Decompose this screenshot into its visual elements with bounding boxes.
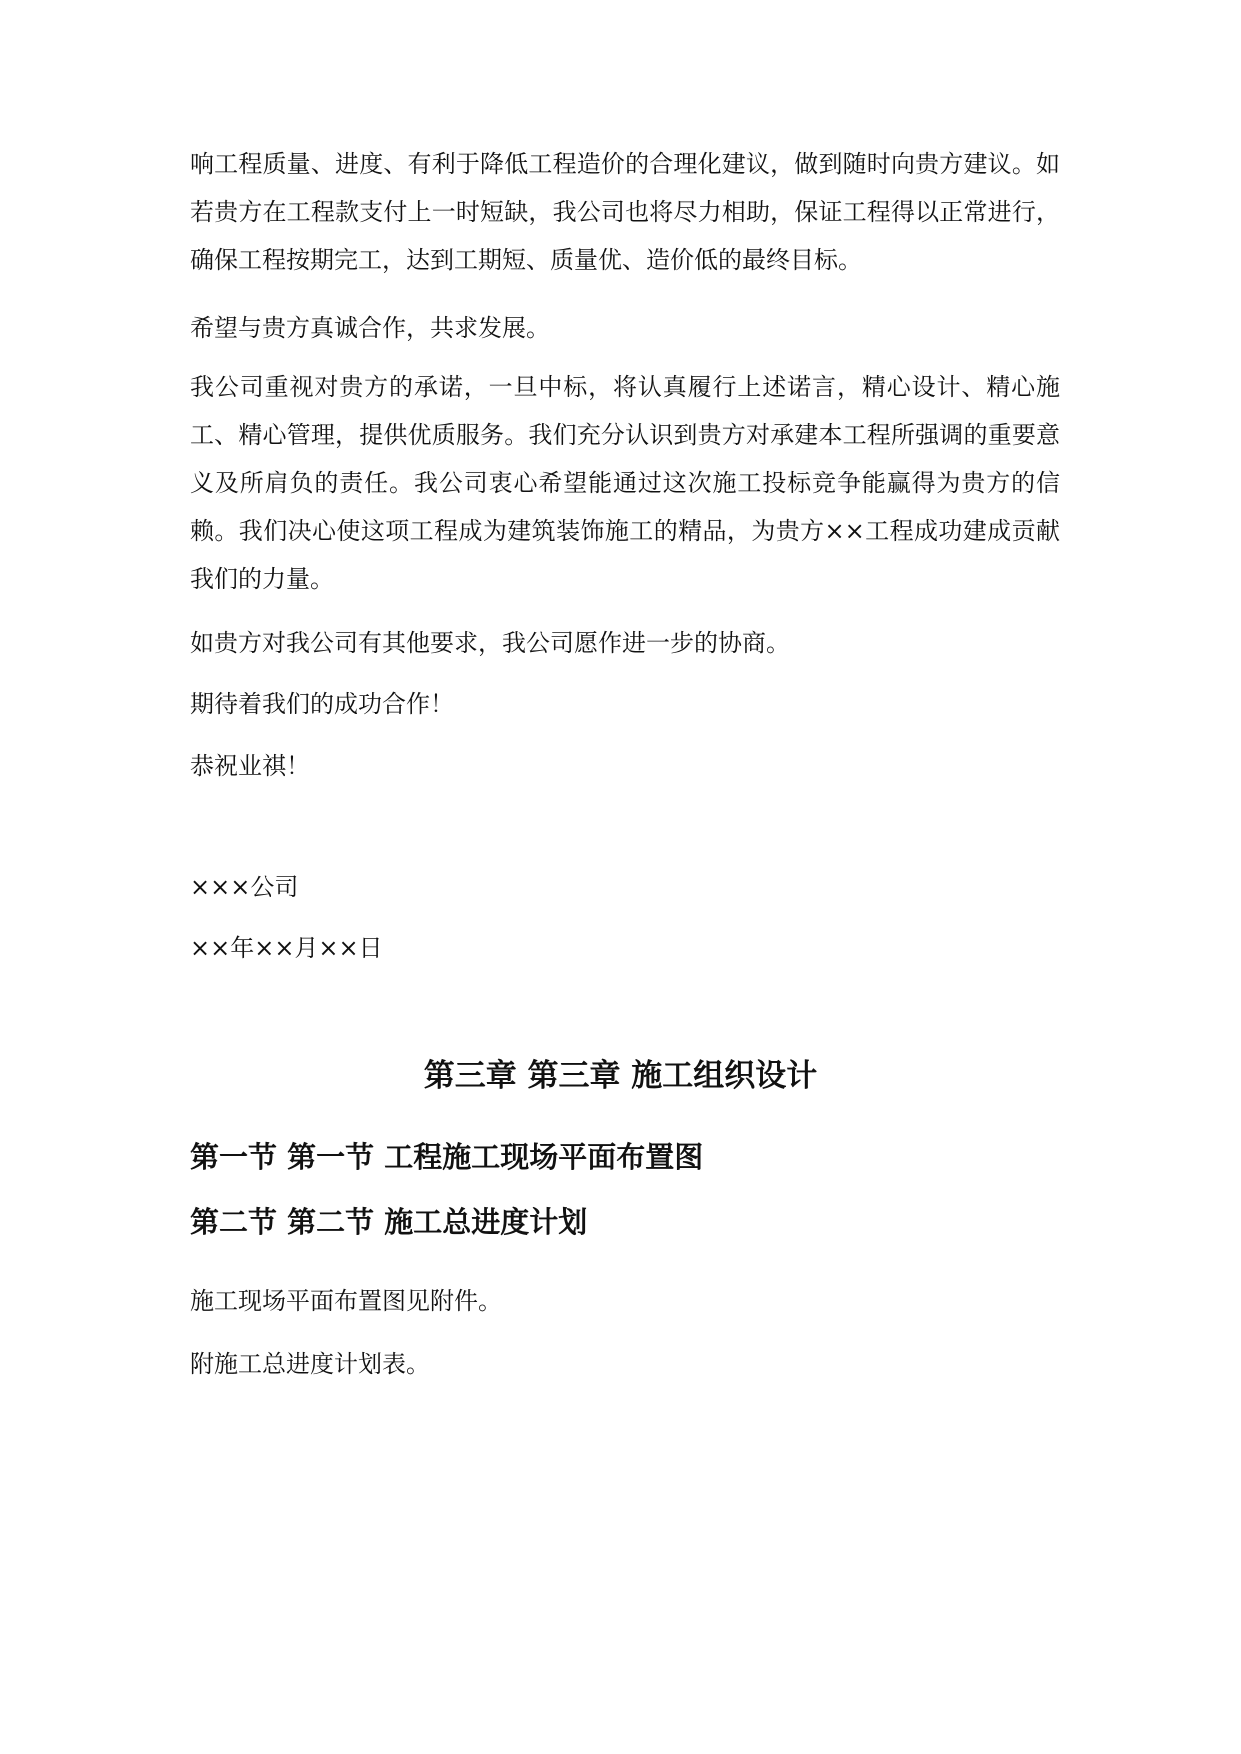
chapter-title: 第三章 第三章 施工组织设计	[423, 1058, 818, 1094]
letter-paragraph-2: 希望与贵方真诚合作，共求发展。	[190, 314, 550, 342]
section-2-title: 第二节 第二节 施工总进度计划	[190, 1205, 588, 1239]
signature-date: ××年××月××日	[190, 934, 383, 962]
letter-paragraph-5: 期待着我们的成功合作！	[190, 690, 454, 718]
signature-company: ×××公司	[190, 873, 299, 901]
section-1-title: 第一节 第一节 工程施工现场平面布置图	[190, 1140, 704, 1174]
letter-paragraph-3: 我公司重视对贵方的承诺，一旦中标，将认真履行上述诺言，精心设计、精心施工、精心管理，提供优质服务。我们充分认识到贵方对承建本工程所强调的重要意义及所肩负的责任。我公司衷心希望能通过这次施工投标竞争能赢得为贵方的信赖。我们决心使这项工程成为建筑装饰施工的精品，为贵方××工程成功建成贡献我们的力量。	[190, 373, 1060, 593]
chapter-note-2: 附施工总进度计划表。	[190, 1350, 430, 1378]
letter-paragraph-6: 恭祝业祺！	[190, 752, 310, 780]
letter-paragraph-4: 如贵方对我公司有其他要求，我公司愿作进一步的协商。	[190, 629, 790, 657]
letter-paragraph-1: 响工程质量、进度、有利于降低工程造价的合理化建议，做到随时向贵方建议。如若贵方在工程款支付上一时短缺，我公司也将尽力相助，保证工程得以正常进行，确保工程按期完工，达到工期短、质量优、造价低的最终目标。	[190, 150, 1060, 274]
chapter-note-1: 施工现场平面布置图见附件。	[190, 1287, 502, 1315]
